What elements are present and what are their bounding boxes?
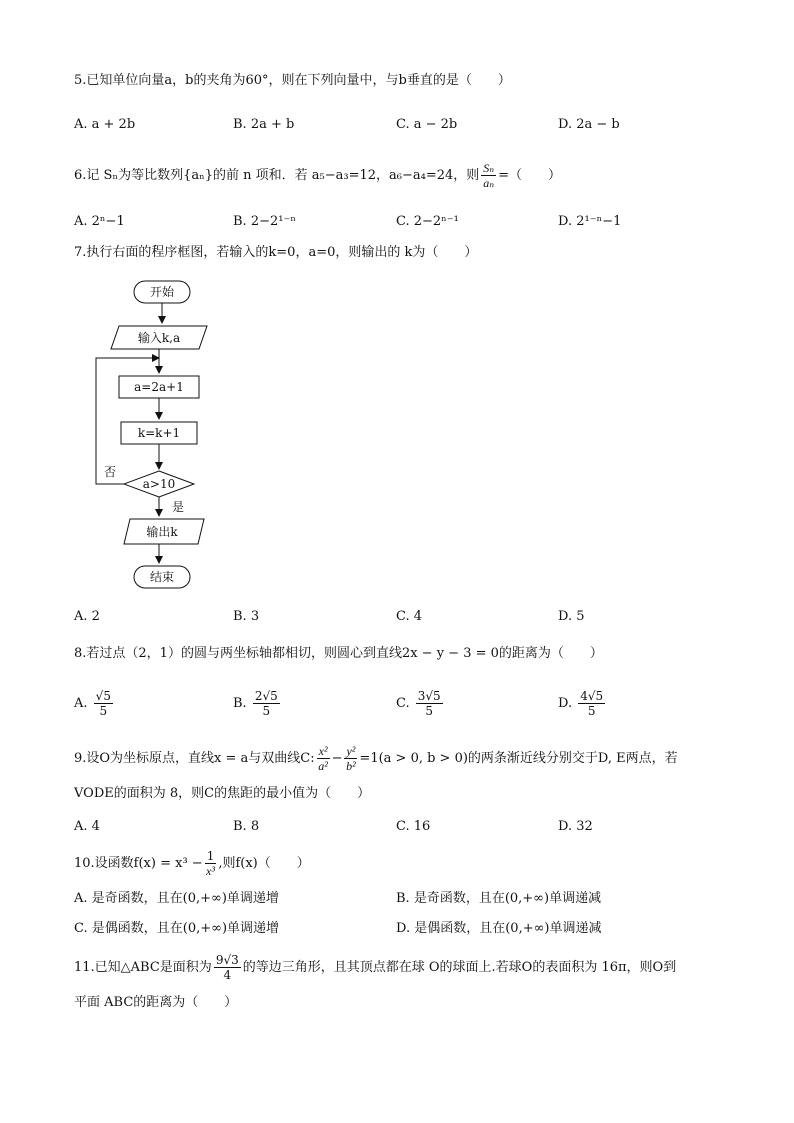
option-label: B. — [233, 696, 247, 711]
question-6-option-a: A. 2ⁿ−1 — [74, 214, 125, 229]
question-10-option-c: C. 是偶函数，且在(0,+∞)单调递增 — [74, 921, 280, 936]
question-9-stem-line1: 9.设O为坐标原点，直线x = a与双曲线C: $\frac{\text{x²}}{\text{a²}}$ − $\frac{\text{y²}}{\text{b²}}$ =1(a > 0, b > 0)的两条渐近线分别交于D, E两点，若 — [74, 744, 678, 773]
question-9-stem-text-end: =1(a > 0, b > 0)的两条渐近线分别交于D, E两点，若 — [359, 751, 678, 766]
flowchart-yes-label: 是 — [172, 500, 185, 514]
question-7-stem: 7.执行右面的程序框图，若输入的k=0，a=0，则输出的 k为（ ） — [74, 245, 478, 260]
question-11-stem-end: 的等边三角形，且其顶点都在球 O的球面上.若球O的表面积为 16π，则O到 — [242, 960, 677, 975]
fraction-numerator: 9√3 — [215, 953, 239, 967]
question-5-option-c: C. a − 2b — [396, 117, 458, 132]
hyperbola-y-fraction — [344, 744, 357, 773]
question-9-stem-text: 9.设O为坐标原点，直线x = a与双曲线C: — [74, 751, 315, 766]
question-5-option-b: B. 2a + b — [233, 117, 295, 132]
fraction-numerator: 4√5 — [580, 689, 604, 703]
flowchart-input-label: 输入k,a — [137, 331, 181, 345]
fraction-numerator: √5 — [95, 689, 111, 703]
question-6-stem — [74, 158, 561, 194]
question-10-option-d: D. 是偶函数，且在(0,+∞)单调递减 — [396, 921, 602, 936]
question-9-option-c: C. 16 — [396, 819, 431, 834]
option-label: C. — [396, 696, 410, 711]
question-8-option-a — [74, 684, 115, 724]
question-6-fraction — [481, 161, 496, 190]
option-fraction — [578, 689, 605, 718]
question-10-option-b: B. 是奇函数，且在(0,+∞)单调递减 — [396, 891, 602, 906]
fraction-denominator: 5 — [587, 704, 596, 718]
question-8-option-d — [558, 684, 607, 724]
flowchart-no-label: 否 — [104, 465, 117, 479]
question-11-stem-text: 11.已知△ABC是面积为 — [74, 960, 212, 975]
fraction-numerator: 3√5 — [417, 689, 441, 703]
question-8-option-b — [233, 684, 282, 724]
question-9-option-a: A. 4 — [74, 819, 100, 834]
question-6-option-d: D. 2¹⁻ⁿ−1 — [558, 214, 622, 229]
question-7-option-d: D. 5 — [558, 609, 585, 624]
fraction-numerator: 2√5 — [254, 689, 278, 703]
flowchart-start-label: 开始 — [149, 285, 175, 299]
question-9-option-d: D. 32 — [558, 819, 593, 834]
question-9-option-b: B. 8 — [233, 819, 260, 834]
flowchart-process-k-label: k=k+1 — [137, 426, 181, 440]
question-5-option-d: D. 2a − b — [558, 117, 620, 132]
question-7-option-b: B. 3 — [233, 609, 260, 624]
option-label: D. — [558, 696, 573, 711]
fraction-denominator: 5 — [262, 704, 271, 718]
question-6-stem-text: 6.记 Sₙ为等比数列{aₙ}的前 n 项和．若 a₅−a₃=12，a₆−a₄=24，则 — [74, 168, 480, 183]
question-6-option-b: B. 2−2¹⁻ⁿ — [233, 214, 296, 229]
question-5-stem: 5.已知单位向量a，b的夹角为60°，则在下列向量中，与b垂直的是（ ） — [74, 73, 511, 88]
fraction-denominator: aₙ — [483, 176, 495, 190]
question-6-option-c: C. 2−2ⁿ⁻¹ — [396, 214, 459, 229]
option-fraction — [94, 689, 113, 718]
hyperbola-x-fraction — [317, 744, 330, 773]
question-10-stem-end: ,则f(x)（ ） — [218, 856, 310, 871]
question-7-option-a: A. 2 — [74, 609, 100, 624]
question-5-option-a: A. a + 2b — [74, 117, 136, 132]
fraction-denominator: 5 — [425, 704, 434, 718]
question-8-stem: 8.若过点（2，1）的圆与两坐标轴都相切，则圆心到直线2x − y − 3 = 0的距离为（ ） — [74, 646, 603, 661]
fraction-numerator: Sₙ — [483, 161, 495, 175]
fraction-denominator: 4 — [223, 968, 232, 982]
question-10-stem-text: 10.设函数f(x) = x³ − — [74, 856, 203, 871]
question-11-stem-line2: 平面 ABC的距离为（ ） — [74, 995, 238, 1010]
flowchart-output-label: 输出k — [146, 525, 178, 539]
flowchart-decision-label: a>10 — [142, 477, 176, 491]
fraction-denominator: 5 — [99, 704, 108, 718]
question-11-fraction — [214, 953, 241, 982]
question-11-stem-line1 — [74, 950, 676, 986]
question-10-option-a: A. 是奇函数，且在(0,+∞)单调递增 — [74, 891, 279, 906]
option-fraction — [253, 689, 280, 718]
flowchart-process-a-label: a=2a+1 — [134, 380, 184, 394]
question-10-stem — [74, 846, 310, 882]
fraction-numerator: 1 — [206, 849, 215, 863]
question-9-stem-line2: VODE的面积为 8，则C的焦距的最小值为（ ） — [74, 786, 371, 801]
flowchart-end-label: 结束 — [149, 570, 175, 584]
question-6-stem-end: =（ ） — [498, 168, 562, 183]
fraction-denominator: x³ — [206, 864, 215, 878]
fraction-denominator: a² — [318, 759, 328, 773]
question-8-option-c — [396, 684, 445, 724]
fraction-numerator: y² — [346, 744, 356, 758]
option-fraction — [416, 689, 443, 718]
question-7-option-c: C. 4 — [396, 609, 423, 624]
question-10-fraction — [205, 849, 217, 878]
option-label: A. — [74, 696, 88, 711]
fraction-denominator: b² — [346, 759, 356, 773]
flowchart — [84, 276, 224, 594]
fraction-numerator: x² — [318, 744, 328, 758]
